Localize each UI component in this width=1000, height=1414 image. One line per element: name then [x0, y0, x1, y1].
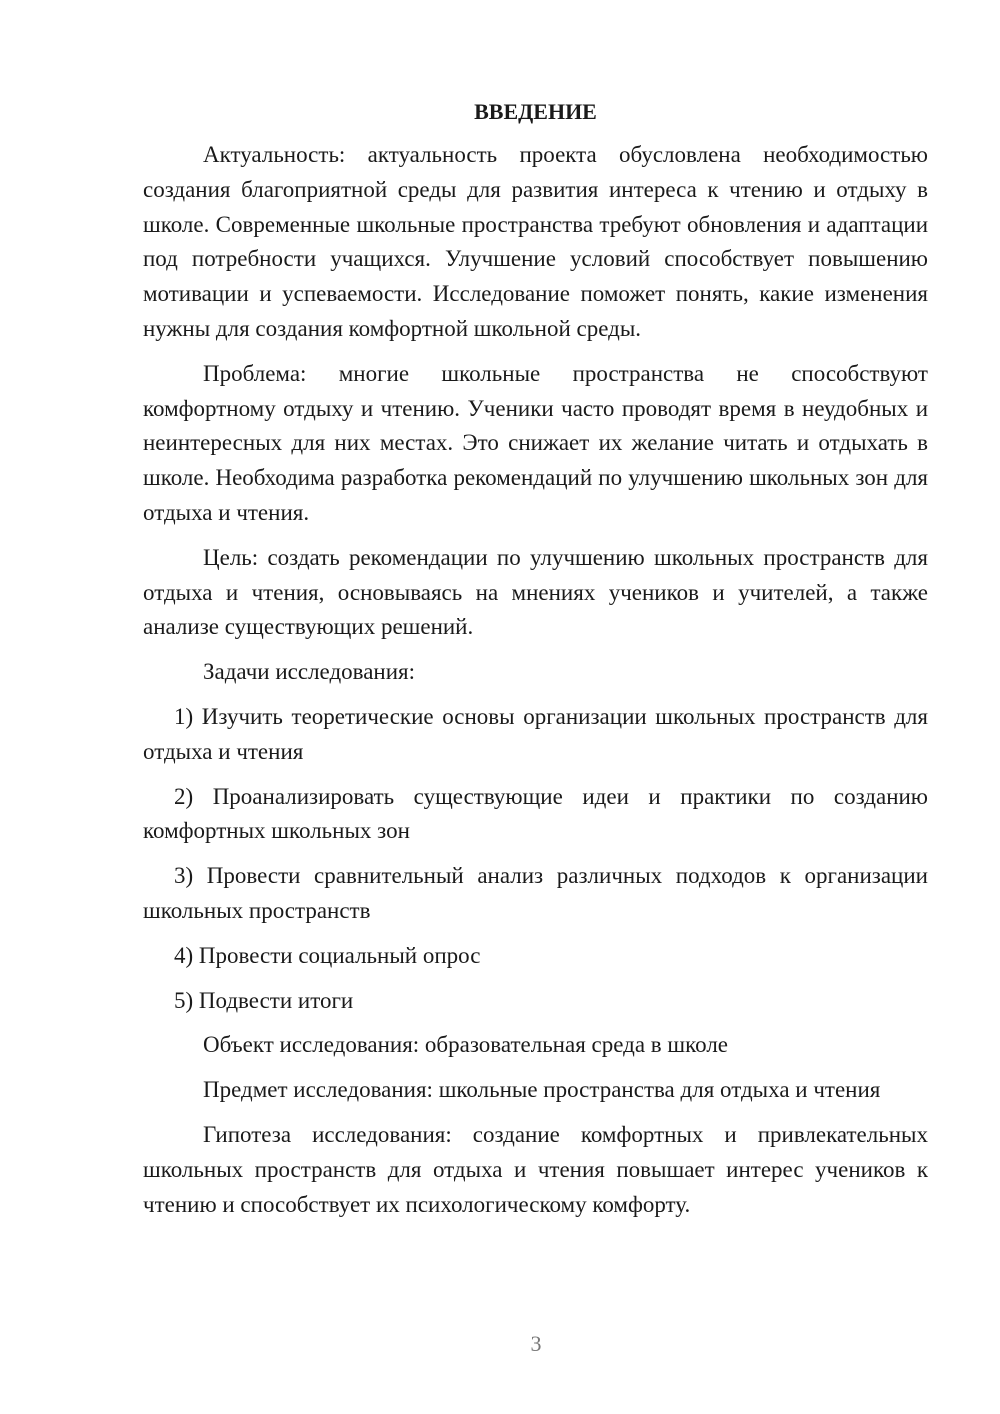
- relevance-paragraph: Актуальность: актуальность проекта обусловлена необходимостью создания благоприятной среды для развития интереса к чтению и отдыху в школе. Современные школьные пространства требуют обновления и адаптации под потребности учащихся. Улучшение условий способствует повышению мотивации и успеваемости. Исследование поможет понять, какие изменения нужны для создания комфортной школьной среды.: [143, 142, 928, 341]
- task-item-5: 5) Подвести итоги: [174, 987, 354, 1013]
- goal-paragraph: Цель: создать рекомендации по улучшению школьных пространств для отдыха и чтения, основываясь на мнениях учеников и учителей, а также анализе существующих решений.: [143, 544, 928, 640]
- task-item-4: 4) Провести социальный опрос: [174, 942, 481, 968]
- subject-paragraph: Предмет исследования: школьные пространства для отдыха и чтения: [203, 1077, 881, 1103]
- page-content: [143, 95, 928, 1232]
- task-item-3: 3) Провести сравнительный анализ различных подходов к организации школьных пространств: [143, 863, 928, 923]
- object-paragraph: Объект исследования: образовательная среда в школе: [203, 1032, 729, 1058]
- hypothesis-paragraph: Гипотеза исследования: создание комфортных и привлекательных школьных пространств для отдыха и чтения повышает интерес учеников к чтению и способствует их психологическому комфорту.: [143, 1121, 928, 1217]
- page-title: ВВЕДЕНИЕ: [474, 99, 597, 124]
- problem-paragraph: Проблема: многие школьные пространства не способствуют комфортному отдыху и чтению. Ученики часто проводят время в неудобных и неинтересных для них местах. Это снижает их желание читать и отдыхать в школе. Необходима разработка рекомендаций по улучшению школьных зон для отдыха и чтения.: [143, 360, 928, 525]
- page-number: 3: [530, 1331, 542, 1356]
- tasks-heading: Задачи исследования:: [203, 659, 416, 685]
- task-item-1: 1) Изучить теоретические основы организации школьных пространств для отдыха и чтения: [143, 703, 928, 764]
- task-item-2: 2) Проанализировать существующие идеи и практики по созданию комфортных школьных зон: [143, 783, 928, 844]
